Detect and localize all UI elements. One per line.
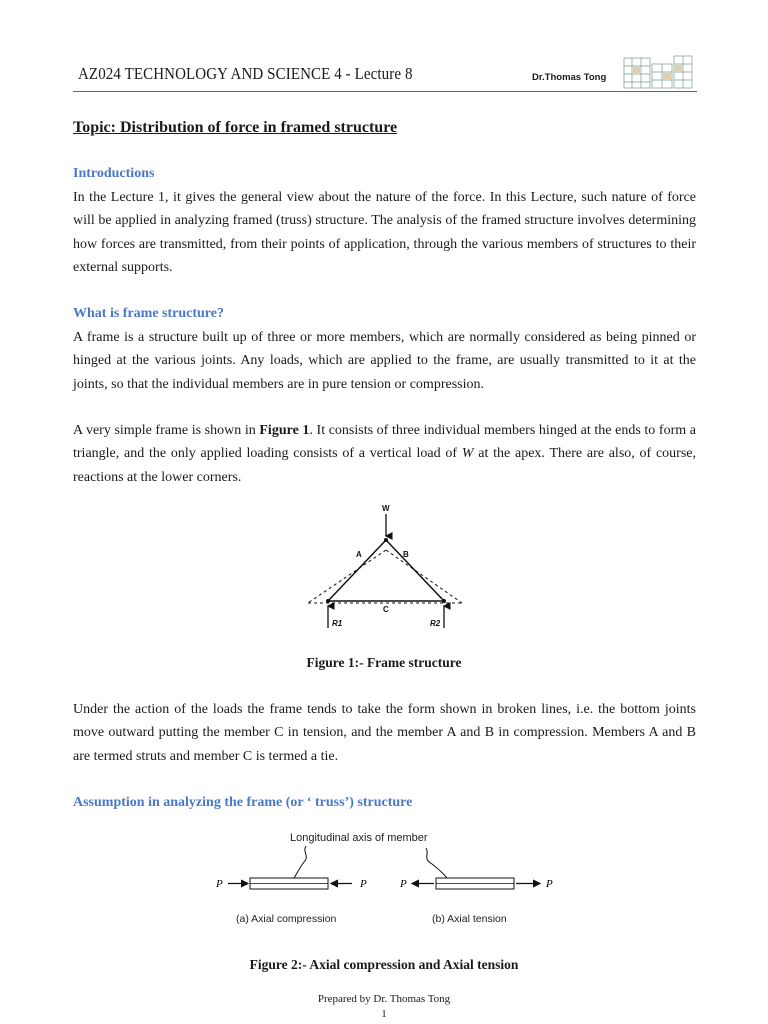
page-title: Topic: Distribution of force in framed structure bbox=[73, 119, 398, 136]
header-author: Dr.Thomas Tong bbox=[532, 72, 607, 83]
frame-structure-figure bbox=[296, 500, 476, 636]
figure-1-caption: Figure 1:- Frame structure bbox=[306, 655, 462, 670]
member-b-label: B bbox=[403, 550, 409, 559]
section-heading-frame-structure: What is frame structure? bbox=[73, 306, 224, 321]
apex-joint bbox=[384, 538, 388, 542]
axial-force-figure bbox=[206, 826, 576, 930]
member-a-label: A bbox=[356, 550, 362, 559]
paragraph-introductions: In the Lecture 1, it gives the general view about the nature of the force. In this Lecture, such nature of force will be applied in analyzing framed (truss) structure. The analysis of the framed structure involves determining how forces are transmitted, from their points of application, through the various members of structures to their external supports. bbox=[73, 190, 696, 275]
longitudinal-axis-label: Longitudinal axis of member bbox=[290, 832, 428, 844]
figure-2-caption: Figure 2:- Axial compression and Axial tension bbox=[249, 957, 519, 972]
reaction-1-label: R1 bbox=[332, 619, 343, 628]
page-number: 1 bbox=[381, 1008, 387, 1020]
section-heading-assumption: Assumption in analyzing the frame (or ‘ truss’) structure bbox=[73, 795, 413, 810]
force-label-p: P bbox=[546, 878, 553, 890]
member-c-label: C bbox=[383, 605, 389, 614]
section-heading-introductions: Introductions bbox=[73, 166, 155, 181]
load-variable: W bbox=[461, 446, 474, 462]
force-label-p: P bbox=[360, 878, 367, 890]
right-joint bbox=[442, 599, 446, 603]
simple-frame-text-mid: . It consists of three individual members hinged at the ends to form a triangle, and the only applied loading consists of a vertical load of bbox=[73, 423, 696, 462]
footer-prepared-by: Prepared by Dr. Thomas Tong bbox=[317, 993, 451, 1005]
force-label-p: P bbox=[400, 878, 407, 890]
paragraph-simple-frame bbox=[73, 419, 696, 489]
header-divider bbox=[73, 91, 697, 92]
subcaption-compression: (a) Axial compression bbox=[236, 913, 337, 925]
load-label: W bbox=[382, 504, 390, 513]
simple-frame-text-start: A very simple frame is shown in bbox=[73, 423, 260, 438]
member-b bbox=[386, 540, 444, 601]
figure-1-reference: Figure 1 bbox=[259, 423, 310, 438]
header-title: AZ024 TECHNOLOGY AND SCIENCE 4 - Lecture 8 bbox=[78, 66, 413, 84]
simple-frame-text-end: at the apex. There are also, of course, reactions at the lower corners. bbox=[73, 446, 696, 485]
subcaption-tension: (b) Axial tension bbox=[432, 913, 507, 925]
force-label-p: P bbox=[216, 878, 223, 890]
building-sketch-logo bbox=[618, 54, 696, 90]
reaction-2-label: R2 bbox=[430, 619, 441, 628]
paragraph-frame-definition: A frame is a structure built up of three or more members, which are normally considered as being pinned or hinged at the various joints. Any loads, which are applied to the frame, are usually transmitted to it at the joints, so that the individual members are in pure tension or compression. bbox=[73, 330, 696, 392]
left-joint bbox=[326, 599, 330, 603]
paragraph-frame-action: Under the action of the loads the frame tends to take the form shown in broken lines, i.e. the bottom joints move outward putting the member C in tension, and the member A and B in compression. Members A and B are termed struts and member C is termed a tie. bbox=[73, 702, 696, 764]
